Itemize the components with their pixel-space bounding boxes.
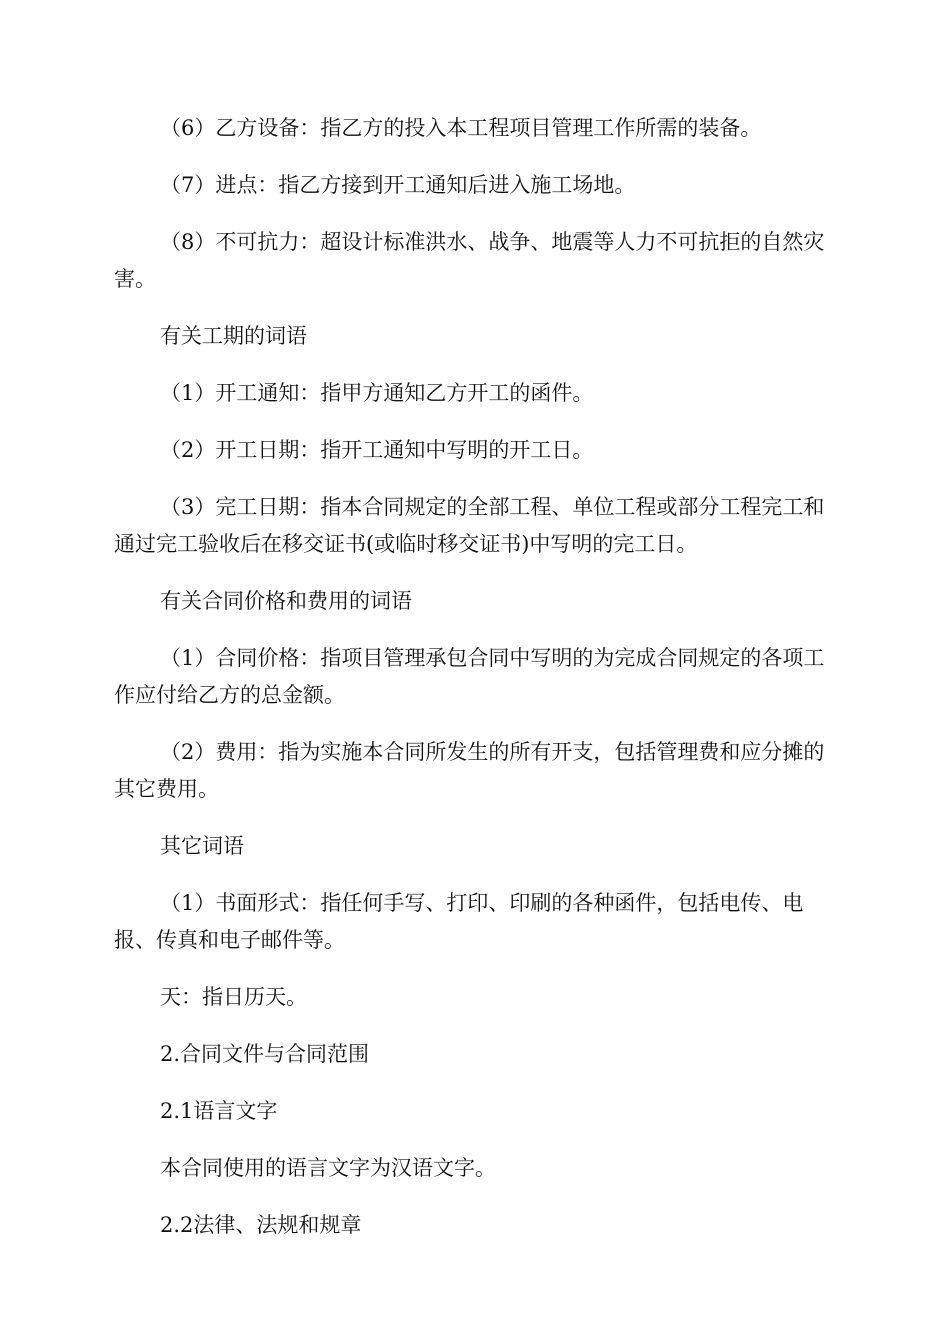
- definition-equipment: （6）乙方设备：指乙方的投入本工程项目管理工作所需的装备。: [160, 116, 762, 140]
- section-heading-other-terms: 其它词语: [160, 834, 244, 858]
- language-clause: 本合同使用的语言文字为汉语文字。: [160, 1156, 496, 1180]
- document-body: [114, 110, 826, 1264]
- section-heading-price-terms: 有关合同价格和费用的词语: [160, 589, 412, 613]
- section-heading-schedule-terms: 有关工期的词语: [160, 324, 307, 348]
- definition-start-notice: （1）开工通知：指甲方通知乙方开工的函件。: [160, 381, 594, 405]
- definition-day: 天：指日历天。: [160, 985, 307, 1009]
- definition-written-form: （1）书面形式：指任何手写、打印、印刷的各种函件，包括电传、电报、传真和电子邮件等。: [114, 891, 804, 952]
- subsection-heading-language: 2.1语言文字: [160, 1099, 278, 1123]
- definition-contract-price: （1）合同价格：指项目管理承包合同中写明的为完成合同规定的各项工作应付给乙方的总金额。: [114, 646, 825, 707]
- definition-site-entry: （7）进点：指乙方接到开工通知后进入施工场地。: [160, 173, 636, 197]
- subsection-heading-laws: 2.2法律、法规和规章: [160, 1213, 362, 1237]
- definition-cost: （2）费用：指为实施本合同所发生的所有开支，包括管理费和应分摊的其它费用。: [114, 740, 825, 801]
- definition-completion-date: （3）完工日期：指本合同规定的全部工程、单位工程或部分工程完工和通过完工验收后在移交证书(或临时移交证书)中写明的完工日。: [114, 495, 825, 556]
- section-heading-contract-documents: 2.合同文件与合同范围: [160, 1042, 370, 1066]
- definition-force-majeure: （8）不可抗力：超设计标准洪水、战争、地震等人力不可抗拒的自然灾害。: [114, 230, 825, 291]
- definition-start-date: （2）开工日期：指开工通知中写明的开工日。: [160, 438, 594, 462]
